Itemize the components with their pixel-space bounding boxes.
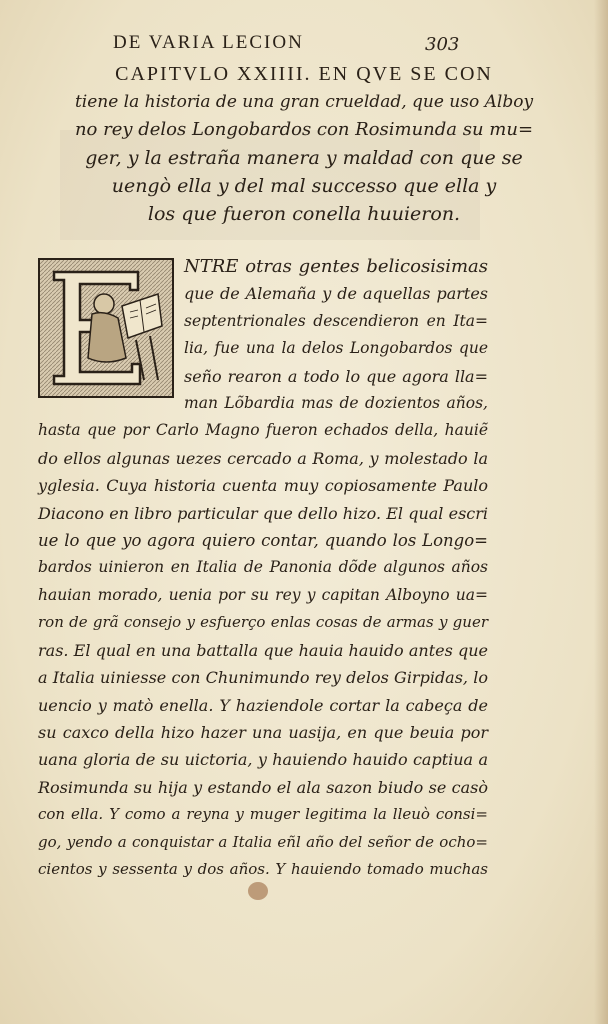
chapter-subtitle-line: uengò ella y del mal successo que ella y [111, 175, 497, 197]
body-line: Rosimunda su hija y estando el ala sazon biudo se casò [38, 777, 488, 797]
body-line: ue lo que yo agora quiero contar, quando los Longo= [38, 531, 488, 551]
chapter-subtitle-line: tiene la historia de una gran crueldad, que uso Alboy [74, 92, 534, 112]
body-text [38, 253, 488, 883]
body-line: seño rearon a todo lo que agora lla= [184, 366, 488, 386]
body-line: Diacono en libro particular que dello hizo. El qual escri [38, 503, 488, 523]
running-header [0, 30, 608, 60]
body-line: a Italia uiniesse con Chunimundo rey delos Girpidas, lo [38, 668, 488, 688]
body-line: con ella. Y como a reyna y muger legitima la lleuò consi= [38, 805, 488, 824]
body-line: hasta que por Carlo Magno fueron echados della, hauiẽ [38, 421, 488, 440]
body-line: su caxco della hizo hazer una uasija, en que beuia por [38, 722, 488, 742]
chapter-subtitle-line: ger, y la estraña manera y maldad con que se [85, 147, 523, 169]
page-number: 303 [425, 34, 460, 55]
body-line: bardos uinieron en Italia de Panonia dõde algunos años [38, 558, 488, 577]
body-line: cientos y sessenta y dos años. Y hauiendo tomado muchas [38, 859, 488, 878]
body-line: NTRE otras gentes belicosisimas [184, 256, 488, 277]
running-title: DE VARIA LECION [113, 32, 304, 53]
body-line: ron de grã consejo y esfuerço enlas cosas de armas y guer [38, 613, 488, 632]
body-line: ras. El qual en una battalla que hauia hauido antes que [38, 640, 488, 660]
chapter-title: CAPITVLO XXIIII. EN QVE SE CON [115, 63, 493, 85]
body-line: do ellos algunas uezes cercado a Roma, y molestado la [38, 448, 488, 468]
body-line: septentrionales descendieron en Ita= [184, 311, 488, 330]
body-line: man Lõbardia mas de dozientos años, [184, 394, 488, 413]
body-line: lia, fue una la delos Longobardos que [184, 339, 488, 358]
chapter-subtitle-line: los que fueron conella huuieron. [147, 203, 461, 225]
body-line: que de Alemaña y de aquellas partes [184, 284, 488, 304]
chapter-subtitle-line: no rey delos Longobardos con Rosimunda su mu= [74, 119, 534, 140]
chapter-heading [0, 60, 608, 228]
body-line: uana gloria de su uictoria, y hauiendo hauido captiua a [38, 750, 488, 770]
body-line: yglesia. Cuya historia cuenta muy copiosamente Paulo [38, 476, 488, 496]
body-line: hauian morado, uenia por su rey y capitan Alboyno ua= [38, 585, 488, 604]
body-line: uencio y matò enella. Y haziendole cortar la cabeça de [38, 695, 488, 715]
body-line: go, yendo a conquistar a Italia eñl año del señor de ocho= [38, 832, 488, 851]
ink-stain [248, 882, 268, 900]
